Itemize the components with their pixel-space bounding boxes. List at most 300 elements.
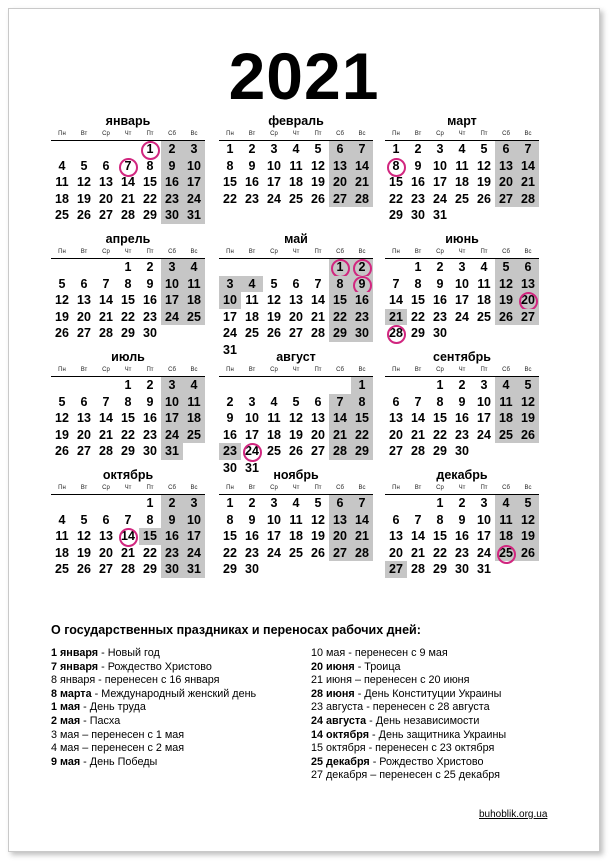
note-line	[51, 688, 256, 702]
day-cell: 17	[183, 528, 205, 545]
day-cell: 15	[433, 411, 447, 425]
weekday-label: Чт	[124, 367, 132, 373]
day-cell: 8	[226, 512, 234, 527]
day-cell: 25	[267, 444, 281, 458]
holiday-day: 9	[351, 276, 373, 293]
weekday-header	[51, 129, 205, 141]
weekday-label: Ср	[270, 131, 278, 137]
day-cell: 25	[477, 309, 491, 324]
note-line	[311, 688, 506, 702]
day-cell: 22	[329, 309, 351, 326]
day-cell: 12	[267, 293, 281, 307]
weekday-label: Вс	[190, 485, 198, 491]
month-block	[385, 113, 539, 224]
day-cell: 11	[55, 529, 69, 543]
day-cell: 2	[248, 496, 256, 510]
month-name: ноябрь	[273, 468, 319, 482]
day-cell: 23	[143, 427, 157, 442]
day-cell: 15	[329, 292, 351, 309]
day-cell: 3	[183, 495, 205, 512]
day-cell: 13	[517, 276, 539, 293]
days-grid	[51, 141, 205, 224]
empty-cell	[263, 259, 285, 276]
day-cell: 23	[245, 191, 259, 206]
day-cell: 22	[121, 427, 135, 442]
weekday-label: Сб	[502, 249, 510, 255]
month-name: апрель	[105, 232, 151, 246]
note-line	[51, 674, 256, 688]
weekday-header	[219, 483, 373, 495]
weekday-header	[219, 247, 373, 259]
empty-cell	[285, 377, 307, 394]
note-line	[311, 729, 506, 743]
day-cell: 24	[267, 545, 281, 560]
days-grid	[219, 141, 373, 207]
empty-cell	[385, 495, 407, 512]
day-cell: 28	[99, 444, 113, 458]
notes-left	[51, 647, 256, 769]
days-grid	[51, 377, 205, 460]
day-cell: 29	[143, 208, 157, 222]
day-cell: 21	[121, 545, 135, 560]
empty-cell	[219, 377, 241, 394]
day-cell: 4	[241, 276, 263, 293]
weekday-label: Ср	[270, 249, 278, 255]
note-date: 20 июня	[311, 660, 355, 673]
day-cell: 2	[161, 141, 183, 158]
day-cell: 10	[161, 394, 183, 411]
day-cell: 25	[55, 208, 69, 222]
note-date: 8 марта	[51, 687, 92, 700]
weekday-label: Пн	[392, 131, 400, 137]
days-grid	[385, 377, 539, 460]
day-cell: 30	[455, 444, 469, 458]
day-cell: 6	[329, 495, 351, 512]
day-cell: 31	[183, 561, 205, 578]
day-cell: 2	[248, 142, 256, 156]
day-cell: 5	[517, 495, 539, 512]
month-name: август	[276, 350, 316, 364]
day-cell: 17	[477, 411, 491, 425]
weekday-label: Ср	[270, 367, 278, 373]
day-cell: 25	[55, 562, 69, 576]
weekday-label: Пт	[480, 131, 488, 137]
day-cell: 3	[248, 394, 256, 409]
day-cell: 29	[223, 562, 237, 576]
day-cell: 22	[433, 545, 447, 560]
empty-cell	[385, 259, 407, 276]
month-name: март	[447, 114, 477, 128]
note-line	[51, 756, 256, 770]
day-cell: 4	[495, 495, 517, 512]
day-cell: 3	[480, 378, 488, 392]
month-block	[385, 231, 539, 342]
day-cell: 27	[389, 444, 403, 458]
day-cell: 23	[455, 545, 469, 560]
days-grid	[219, 495, 373, 578]
day-cell: 11	[183, 276, 205, 293]
empty-cell	[95, 495, 117, 512]
day-cell: 3	[458, 260, 466, 274]
day-cell: 8	[124, 276, 132, 291]
weekday-label: Вт	[414, 249, 422, 255]
day-cell: 2	[161, 495, 183, 512]
day-cell: 30	[223, 460, 237, 475]
weekday-label: Вс	[190, 249, 198, 255]
day-cell: 30	[143, 444, 157, 458]
day-cell: 16	[143, 411, 157, 425]
day-cell: 21	[311, 309, 325, 324]
info-title: О государственных праздниках и переносах рабочих дней:	[51, 623, 421, 637]
day-cell: 11	[495, 394, 517, 411]
day-cell: 29	[329, 325, 351, 342]
day-cell: 16	[455, 411, 469, 425]
day-cell: 28	[121, 562, 135, 576]
day-cell: 17	[223, 309, 237, 324]
day-cell: 26	[311, 545, 325, 560]
day-cell: 23	[433, 309, 447, 324]
day-cell: 24	[183, 191, 205, 208]
day-cell: 10	[267, 512, 281, 527]
day-cell: 10	[433, 158, 447, 173]
day-cell: 27	[329, 191, 351, 208]
weekday-label: Чт	[292, 485, 300, 491]
day-cell: 17	[183, 174, 205, 191]
day-cell: 27	[77, 326, 91, 340]
day-cell: 6	[329, 141, 351, 158]
day-cell: 12	[477, 158, 491, 173]
day-cell: 25	[455, 191, 469, 206]
note-date: 1 мая	[51, 701, 81, 714]
day-cell: 18	[55, 191, 69, 206]
note-line	[51, 701, 256, 715]
note-text: - Рождество Христово	[369, 755, 484, 768]
day-cell: 8	[414, 276, 422, 291]
day-cell: 22	[223, 545, 237, 560]
note-text: 4 мая – перенесен с 2 мая	[51, 742, 185, 755]
weekday-label: Пн	[58, 485, 66, 491]
holiday-day: 25	[495, 545, 517, 562]
day-cell: 6	[392, 394, 400, 409]
note-date: 1 января	[51, 647, 99, 659]
weekday-label: Пт	[480, 249, 488, 255]
day-cell: 1	[392, 142, 400, 156]
day-cell: 26	[55, 444, 69, 458]
empty-cell	[95, 141, 117, 158]
day-cell: 13	[329, 158, 351, 175]
day-cell: 10	[183, 512, 205, 529]
day-cell: 15	[121, 411, 135, 425]
weekday-label: Вт	[248, 131, 256, 137]
day-cell: 16	[433, 293, 447, 307]
day-cell: 21	[99, 427, 113, 442]
note-text: 23 августа - перенесен с 28 августа	[311, 701, 490, 714]
note-line	[311, 661, 506, 675]
day-cell: 19	[517, 410, 539, 427]
note-date: 24 августа	[311, 714, 367, 727]
day-cell: 17	[455, 293, 469, 307]
day-cell: 18	[495, 528, 517, 545]
day-cell: 20	[329, 528, 351, 545]
day-cell: 19	[77, 545, 91, 560]
day-cell: 20	[289, 309, 303, 324]
day-cell: 23	[161, 191, 183, 208]
day-cell: 15	[143, 175, 157, 189]
day-cell: 17	[245, 427, 259, 442]
day-cell: 11	[495, 512, 517, 529]
day-cell: 5	[58, 394, 66, 409]
day-cell: 5	[314, 142, 322, 156]
month-block	[385, 349, 539, 460]
day-cell: 31	[183, 207, 205, 224]
day-cell: 23	[161, 545, 183, 562]
day-cell: 5	[80, 158, 88, 173]
day-cell: 21	[329, 427, 351, 444]
weekday-label: Вт	[248, 249, 256, 255]
day-cell: 21	[411, 427, 425, 442]
days-grid	[385, 495, 539, 578]
note-text: - День независимости	[366, 714, 480, 727]
day-cell: 2	[146, 378, 154, 392]
day-cell: 5	[517, 377, 539, 394]
day-cell: 28	[351, 545, 373, 562]
day-cell: 3	[183, 141, 205, 158]
day-cell: 15	[121, 293, 135, 307]
note-line	[51, 729, 256, 743]
day-cell: 4	[480, 260, 488, 274]
day-cell: 16	[351, 292, 373, 309]
day-cell: 29	[121, 444, 135, 458]
weekday-label: Вс	[524, 485, 532, 491]
month-block	[51, 467, 205, 578]
weekday-label: Пт	[480, 367, 488, 373]
empty-cell	[51, 495, 73, 512]
day-cell: 24	[223, 326, 237, 340]
day-cell: 13	[99, 175, 113, 189]
day-cell: 2	[226, 394, 234, 409]
day-cell: 18	[245, 309, 259, 324]
day-cell: 16	[455, 529, 469, 543]
note-line	[311, 715, 506, 729]
weekday-label: Пн	[226, 367, 234, 373]
day-cell: 29	[121, 326, 135, 340]
day-cell: 17	[433, 175, 447, 189]
day-cell: 4	[495, 377, 517, 394]
weekday-label: Пт	[146, 367, 154, 373]
day-cell: 6	[314, 394, 322, 409]
day-cell: 30	[433, 326, 447, 340]
day-cell: 30	[161, 561, 183, 578]
empty-cell	[263, 377, 285, 394]
day-cell: 13	[389, 529, 403, 543]
day-cell: 8	[329, 276, 351, 293]
day-cell: 1	[436, 378, 444, 392]
day-cell: 23	[143, 309, 157, 324]
weekday-label: Пт	[146, 249, 154, 255]
day-cell: 4	[183, 259, 205, 276]
weekday-header	[385, 129, 539, 141]
note-text: 15 октября - перенесен с 23 октября	[311, 742, 495, 755]
day-cell: 21	[351, 528, 373, 545]
day-cell: 24	[183, 545, 205, 562]
day-cell: 13	[289, 293, 303, 307]
day-cell: 18	[183, 292, 205, 309]
day-cell: 1	[436, 496, 444, 510]
weekday-label: Пт	[146, 131, 154, 137]
month-name: октябрь	[102, 468, 154, 482]
day-cell: 11	[55, 175, 69, 189]
day-cell: 6	[80, 276, 88, 291]
empty-cell	[307, 377, 329, 394]
weekday-header	[51, 247, 205, 259]
day-cell: 12	[495, 276, 517, 293]
day-cell: 12	[77, 175, 91, 189]
day-cell: 3	[480, 496, 488, 510]
note-text: 10 мая - перенесен с 9 мая	[311, 647, 448, 659]
empty-cell	[73, 141, 95, 158]
day-cell: 24	[433, 191, 447, 206]
day-cell: 11	[267, 411, 281, 425]
day-cell: 16	[245, 529, 259, 543]
day-cell: 13	[329, 512, 351, 529]
day-cell: 29	[411, 326, 425, 340]
day-cell: 18	[55, 545, 69, 560]
day-cell: 5	[480, 142, 488, 156]
day-cell: 13	[99, 529, 113, 543]
day-cell: 12	[55, 293, 69, 307]
day-cell: 22	[389, 191, 403, 206]
month-block	[51, 349, 205, 460]
day-cell: 30	[245, 562, 259, 576]
empty-cell	[241, 259, 263, 276]
note-text: - День Победы	[80, 755, 158, 768]
weekday-label: Вт	[80, 131, 88, 137]
day-cell: 21	[411, 545, 425, 560]
weekday-label: Чт	[292, 131, 300, 137]
holiday-day: 7	[117, 158, 139, 175]
weekday-label: Вс	[358, 249, 366, 255]
day-cell: 9	[458, 512, 466, 527]
day-cell: 20	[99, 191, 113, 206]
month-name: декабрь	[436, 468, 488, 482]
holiday-day: 24	[241, 443, 263, 460]
day-cell: 16	[161, 528, 183, 545]
day-cell: 17	[161, 292, 183, 309]
day-cell: 26	[289, 444, 303, 458]
day-cell: 14	[411, 529, 425, 543]
weekday-label: Пн	[392, 367, 400, 373]
weekday-label: Чт	[124, 249, 132, 255]
note-date: 28 июня	[311, 687, 355, 700]
day-cell: 14	[411, 411, 425, 425]
day-cell: 24	[267, 191, 281, 206]
day-cell: 3	[270, 142, 278, 156]
day-cell: 11	[477, 276, 491, 291]
empty-cell	[95, 259, 117, 276]
holiday-day: 20	[517, 292, 539, 309]
day-cell: 1	[226, 142, 234, 156]
day-cell: 14	[121, 175, 135, 189]
day-cell: 18	[495, 410, 517, 427]
day-cell: 7	[517, 141, 539, 158]
weekday-label: Пн	[58, 131, 66, 137]
day-cell: 22	[143, 545, 157, 560]
day-cell: 12	[289, 411, 303, 425]
month-name: июнь	[445, 232, 479, 246]
day-cell: 10	[161, 276, 183, 293]
day-cell: 26	[77, 208, 91, 222]
day-cell: 30	[411, 208, 425, 222]
day-cell: 9	[436, 276, 444, 291]
year-title: 2021	[228, 39, 380, 113]
weekday-label: Чт	[458, 131, 466, 137]
note-date: 14 октября	[311, 728, 370, 741]
days-grid	[385, 141, 539, 224]
weekday-label: Вт	[414, 485, 422, 491]
day-cell: 30	[143, 326, 157, 340]
day-cell: 7	[414, 512, 422, 527]
day-cell: 19	[495, 292, 517, 309]
day-cell: 24	[455, 309, 469, 324]
weekday-label: Сб	[336, 131, 344, 137]
weekday-label: Чт	[292, 367, 300, 373]
day-cell: 9	[226, 411, 234, 425]
day-cell: 10	[477, 394, 491, 409]
day-cell: 27	[289, 326, 303, 340]
day-cell: 21	[99, 309, 113, 324]
day-cell: 15	[223, 529, 237, 543]
weekday-label: Вт	[80, 249, 88, 255]
empty-cell	[219, 259, 241, 276]
weekday-header	[385, 247, 539, 259]
note-line	[51, 661, 256, 675]
month-block	[219, 467, 373, 578]
weekday-label: Пт	[480, 485, 488, 491]
weekday-label: Пн	[58, 367, 66, 373]
day-cell: 27	[495, 191, 517, 208]
day-cell: 5	[495, 259, 517, 276]
day-cell: 11	[183, 394, 205, 411]
day-cell: 7	[392, 276, 400, 291]
empty-cell	[241, 377, 263, 394]
source-link[interactable]: buhoblik.org.ua	[479, 809, 548, 820]
day-cell: 26	[55, 326, 69, 340]
day-cell: 4	[183, 377, 205, 394]
day-cell: 14	[99, 411, 113, 425]
day-cell: 9	[146, 276, 154, 291]
day-cell: 31	[433, 208, 447, 222]
day-cell: 12	[55, 411, 69, 425]
empty-cell	[385, 377, 407, 394]
day-cell: 16	[143, 293, 157, 307]
holiday-day: 8	[385, 158, 407, 175]
day-cell: 9	[248, 512, 256, 527]
day-cell: 9	[161, 512, 183, 529]
empty-cell	[117, 495, 139, 512]
weekday-label: Пн	[226, 249, 234, 255]
note-text: - Рождество Христово	[98, 660, 212, 673]
day-cell: 21	[351, 174, 373, 191]
day-cell: 15	[351, 410, 373, 427]
days-grid	[51, 495, 205, 578]
day-cell: 1	[124, 378, 132, 392]
day-cell: 23	[351, 309, 373, 326]
day-cell: 10	[477, 512, 491, 527]
day-cell: 13	[77, 293, 91, 307]
day-cell: 19	[311, 529, 325, 543]
month-name: сентябрь	[433, 350, 491, 364]
day-cell: 9	[161, 158, 183, 175]
